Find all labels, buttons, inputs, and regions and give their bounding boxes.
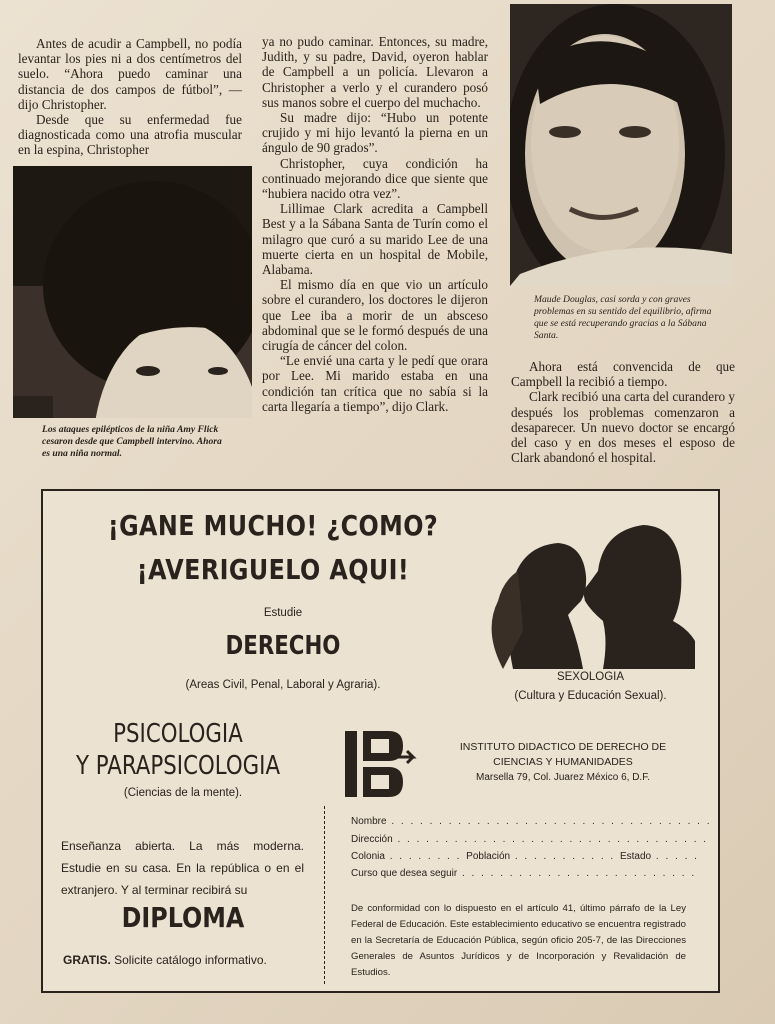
article-paragraph: “Le envié una carta y le pedí que orara por Lee. Mi marido estaba en una condición tan crítica que no sabía si la carta llegaría a tiempo”, dijo Clark. [262,353,488,414]
ad-vertical-divider [324,806,326,984]
institute-logo-icon [341,729,421,799]
form-colonia[interactable]: Colonia . . . . . . . . Población . . . . . . . . . . . Estado . . . . . [351,851,699,862]
article-paragraph: Su madre dijo: “Hubo un potente crujido y mi hijo levantó la pierna en un ángulo de 90 grados”. [262,110,488,156]
ad-enseñanza: Enseñanza abierta. La más moderna. Estudie en su casa. En la república o en el extranjero. Y al terminar recibirá su [61,839,304,897]
form-poblacion-label: Población [466,851,511,862]
ad-legal-text: De conformidad con lo dispuesto en el artículo 41, último párrafo de la Ley Federal de Educación. Este establecimiento educativo se encuentra registrado en la Secretaría de Educación Pública, según oficio 205-7, de las Direcciones Generales de Asuntos Jurídicos y de Incorporación y Revalidación de Estudios. [351,903,686,978]
ad-psicologia-sub: (Ciencias de la mente). [123,787,243,799]
article-paragraph: El mismo día en que vio un artículo sobre el curandero, los doctores le dijeron que Lee iba a morir de un absceso abdominal que se le formó después de una cirugía de cáncer del colon. [262,277,488,354]
article-column-3 [511,359,735,465]
form-nombre-label: Nombre [351,816,387,827]
article-paragraph: ya no pudo caminar. Entonces, su madre, Judith, y su padre, David, oyeron hablar de Campbell a un policía. Llevaron a Christopher a verlo y el curandero posó sus manos sobre el cuerpo del muchacho. [262,34,488,110]
couple-silhouette [473,511,695,669]
form-colonia-label: Colonia [351,851,385,862]
article-paragraph: Lillimae Clark acredita a Campbell Best y a la Sábana Santa de Turín como el milagro que curó a su marido Lee de una muerte cierta en un hospital de Mobile, Alabama. [262,201,488,278]
ad-study-label: Estudie [263,607,303,619]
ad-institute-2: CIENCIAS Y HUMANIDADES [493,756,633,768]
ad-headline-1: ¡GANE MUCHO! ¿COMO? [107,509,439,542]
ad-headline-2: ¡AVERIGUELO AQUI! [136,553,410,586]
article-paragraph: Desde que su enfermedad fue diagnosticada como una atrofia muscular en la espina, Christopher [18,112,242,158]
ad-psicologia: PSICOLOGIA [113,719,243,749]
form-direccion-label: Dirección [351,834,393,845]
ad-institute-1: INSTITUTO DIDACTICO DE DERECHO DE [459,741,667,753]
ad-gratis-rest: Solicite catálogo informativo. [110,953,267,967]
ad-gratis [63,953,308,967]
photo-woman [510,4,732,286]
ad-gratis-bold: GRATIS. [63,953,111,967]
ad-sexologia-sub: (Cultura y Educación Sexual). [514,690,667,702]
caption-woman: Maude Douglas, casi sorda y con graves problemas en su sentido del equilibrio, afirma que se está recuperando gracias a la Sábana Santa. [534,294,712,341]
form-direccion[interactable]: Dirección . . . . . . . . . . . . . . . . . . . . . . . . . . . . . . . . . [351,834,709,845]
ad-diploma: DIPLOMA [121,901,245,934]
woman-image [510,4,732,286]
ad-derecho-sub: (Areas Civil, Penal, Laboral y Agraria). [185,679,381,691]
article-column-2 [262,34,488,414]
couple-photo [473,511,695,669]
article-paragraph: Ahora está convencida de que Campbell la recibió a tiempo. [511,359,735,390]
article-paragraph: Clark recibió una carta del curandero y después los problemas comenzaron a desaparecer. Un nuevo doctor se encargó del caso y en dos meses el esposo de Clark abandonó el hospital. [511,389,735,466]
article-paragraph: Antes de acudir a Campbell, no podía levantar los pies ni a dos centímetros del suelo. “Ahora puedo caminar una distancia de dos campos de fútbol”, —dijo Christopher. [18,36,242,112]
ad-derecho: DERECHO [225,631,341,661]
girl-image [13,166,252,418]
form-curso[interactable]: Curso que desea seguir . . . . . . . . . . . . . . . . . . . . . . . . . [351,868,697,879]
caption-girl: Los ataques epilépticos de la niña Amy Flick cesaron desde que Campbell intervino. Ahora es una niña normal. [42,424,222,459]
ad-parapsicologia: Y PARAPSICOLOGIA [75,751,281,781]
photo-girl [13,166,252,418]
article-paragraph: Christopher, cuya condición ha continuado mejorando dice que siente que “hubiera nacido otra vez”. [262,155,488,202]
form-nombre[interactable]: Nombre . . . . . . . . . . . . . . . . . . . . . . . . . . . . . . . . . . [351,816,712,827]
article-column-1 [18,36,242,158]
form-estado-label: Estado [619,851,652,862]
ad-sexologia: SEXOLOGIA [556,671,625,683]
form-curso-label: Curso que desea seguir [351,868,458,879]
institute-logo [341,729,421,799]
advertisement-box [41,489,720,993]
ad-address: Marsella 79, Col. Juarez México 6, D.F. [476,772,650,783]
